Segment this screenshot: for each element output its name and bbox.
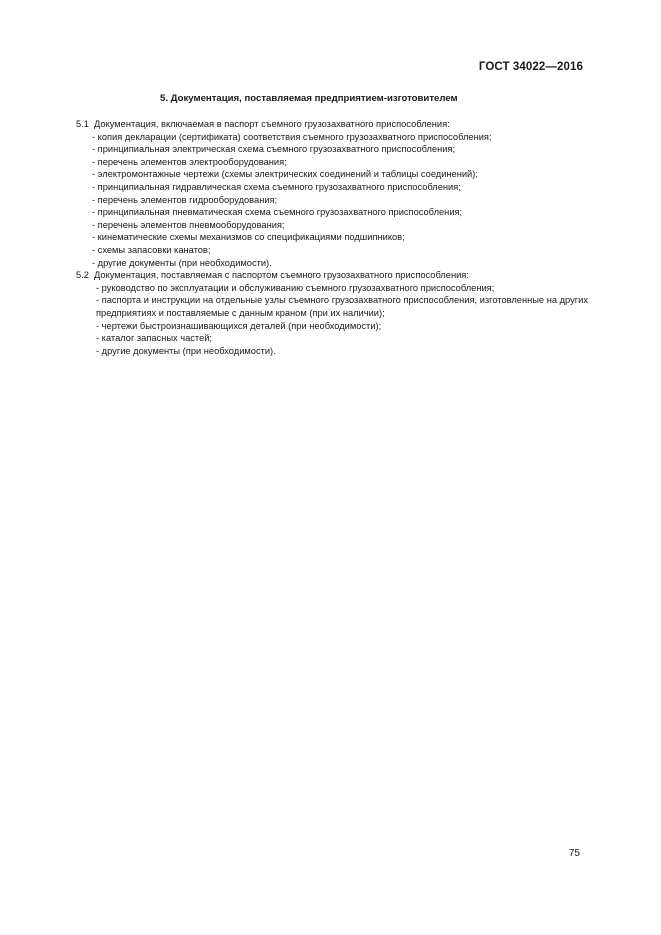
list-item: - перечень элементов гидрооборудования; (92, 194, 278, 205)
clause-5-2 (76, 269, 588, 282)
list-item: - перечень элементов электрооборудования; (92, 156, 287, 167)
section-body (76, 118, 588, 357)
list-item: - принципиальная пневматическая схема съемного грузозахватного приспособления; (92, 207, 463, 218)
clause-number: 5.2 (76, 270, 89, 281)
list-item: - перечень элементов пневмооборудования; (92, 219, 285, 230)
list-item: - паспорта и инструкции на отдельные узлы съемного грузозахватного приспособления, изготовленные на других предприятиях и поставляемые с данным краном (при их наличии); (96, 295, 588, 318)
list-item: - копия декларации (сертификата) соответствия съемного грузозахватного приспособления; (92, 131, 492, 142)
clause-text: Документация, поставляемая с паспортом съемного грузозахватного приспособления: (94, 270, 469, 281)
list-item: - принципиальная электрическая схема съемного грузозахватного приспособления; (92, 144, 456, 155)
list-item: - принципиальная гидравлическая схема съемного грузозахватного приспособления; (92, 181, 461, 192)
clause-5-1 (76, 118, 588, 131)
section-title: 5. Документация, поставляемая предприятием-изготовителем (160, 93, 458, 104)
page-number: 75 (568, 848, 580, 859)
list-item: - схемы запасовки канатов; (92, 244, 211, 255)
list-item: - электромонтажные чертежи (схемы электрических соединений и таблицы соединений); (92, 169, 478, 180)
clause-number: 5.1 (76, 119, 89, 129)
list-item: - другие документы (при необходимости). (96, 345, 276, 356)
list-item: - руководство по эксплуатации и обслуживанию съемного грузозахватного приспособления; (96, 282, 495, 293)
standard-designation: ГОСТ 34022—2016 (478, 61, 583, 73)
list-item: - кинематические схемы механизмов со спецификациями подшипников; (92, 232, 405, 243)
list-item: - каталог запасных частей; (96, 333, 213, 344)
list-item: - чертежи быстроизнашивающихся деталей (при необходимости); (96, 320, 382, 331)
list-item: - другие документы (при необходимости). (92, 257, 272, 268)
clause-text: Документация, включаемая в паспорт съемного грузозахватного приспособления: (94, 119, 450, 129)
